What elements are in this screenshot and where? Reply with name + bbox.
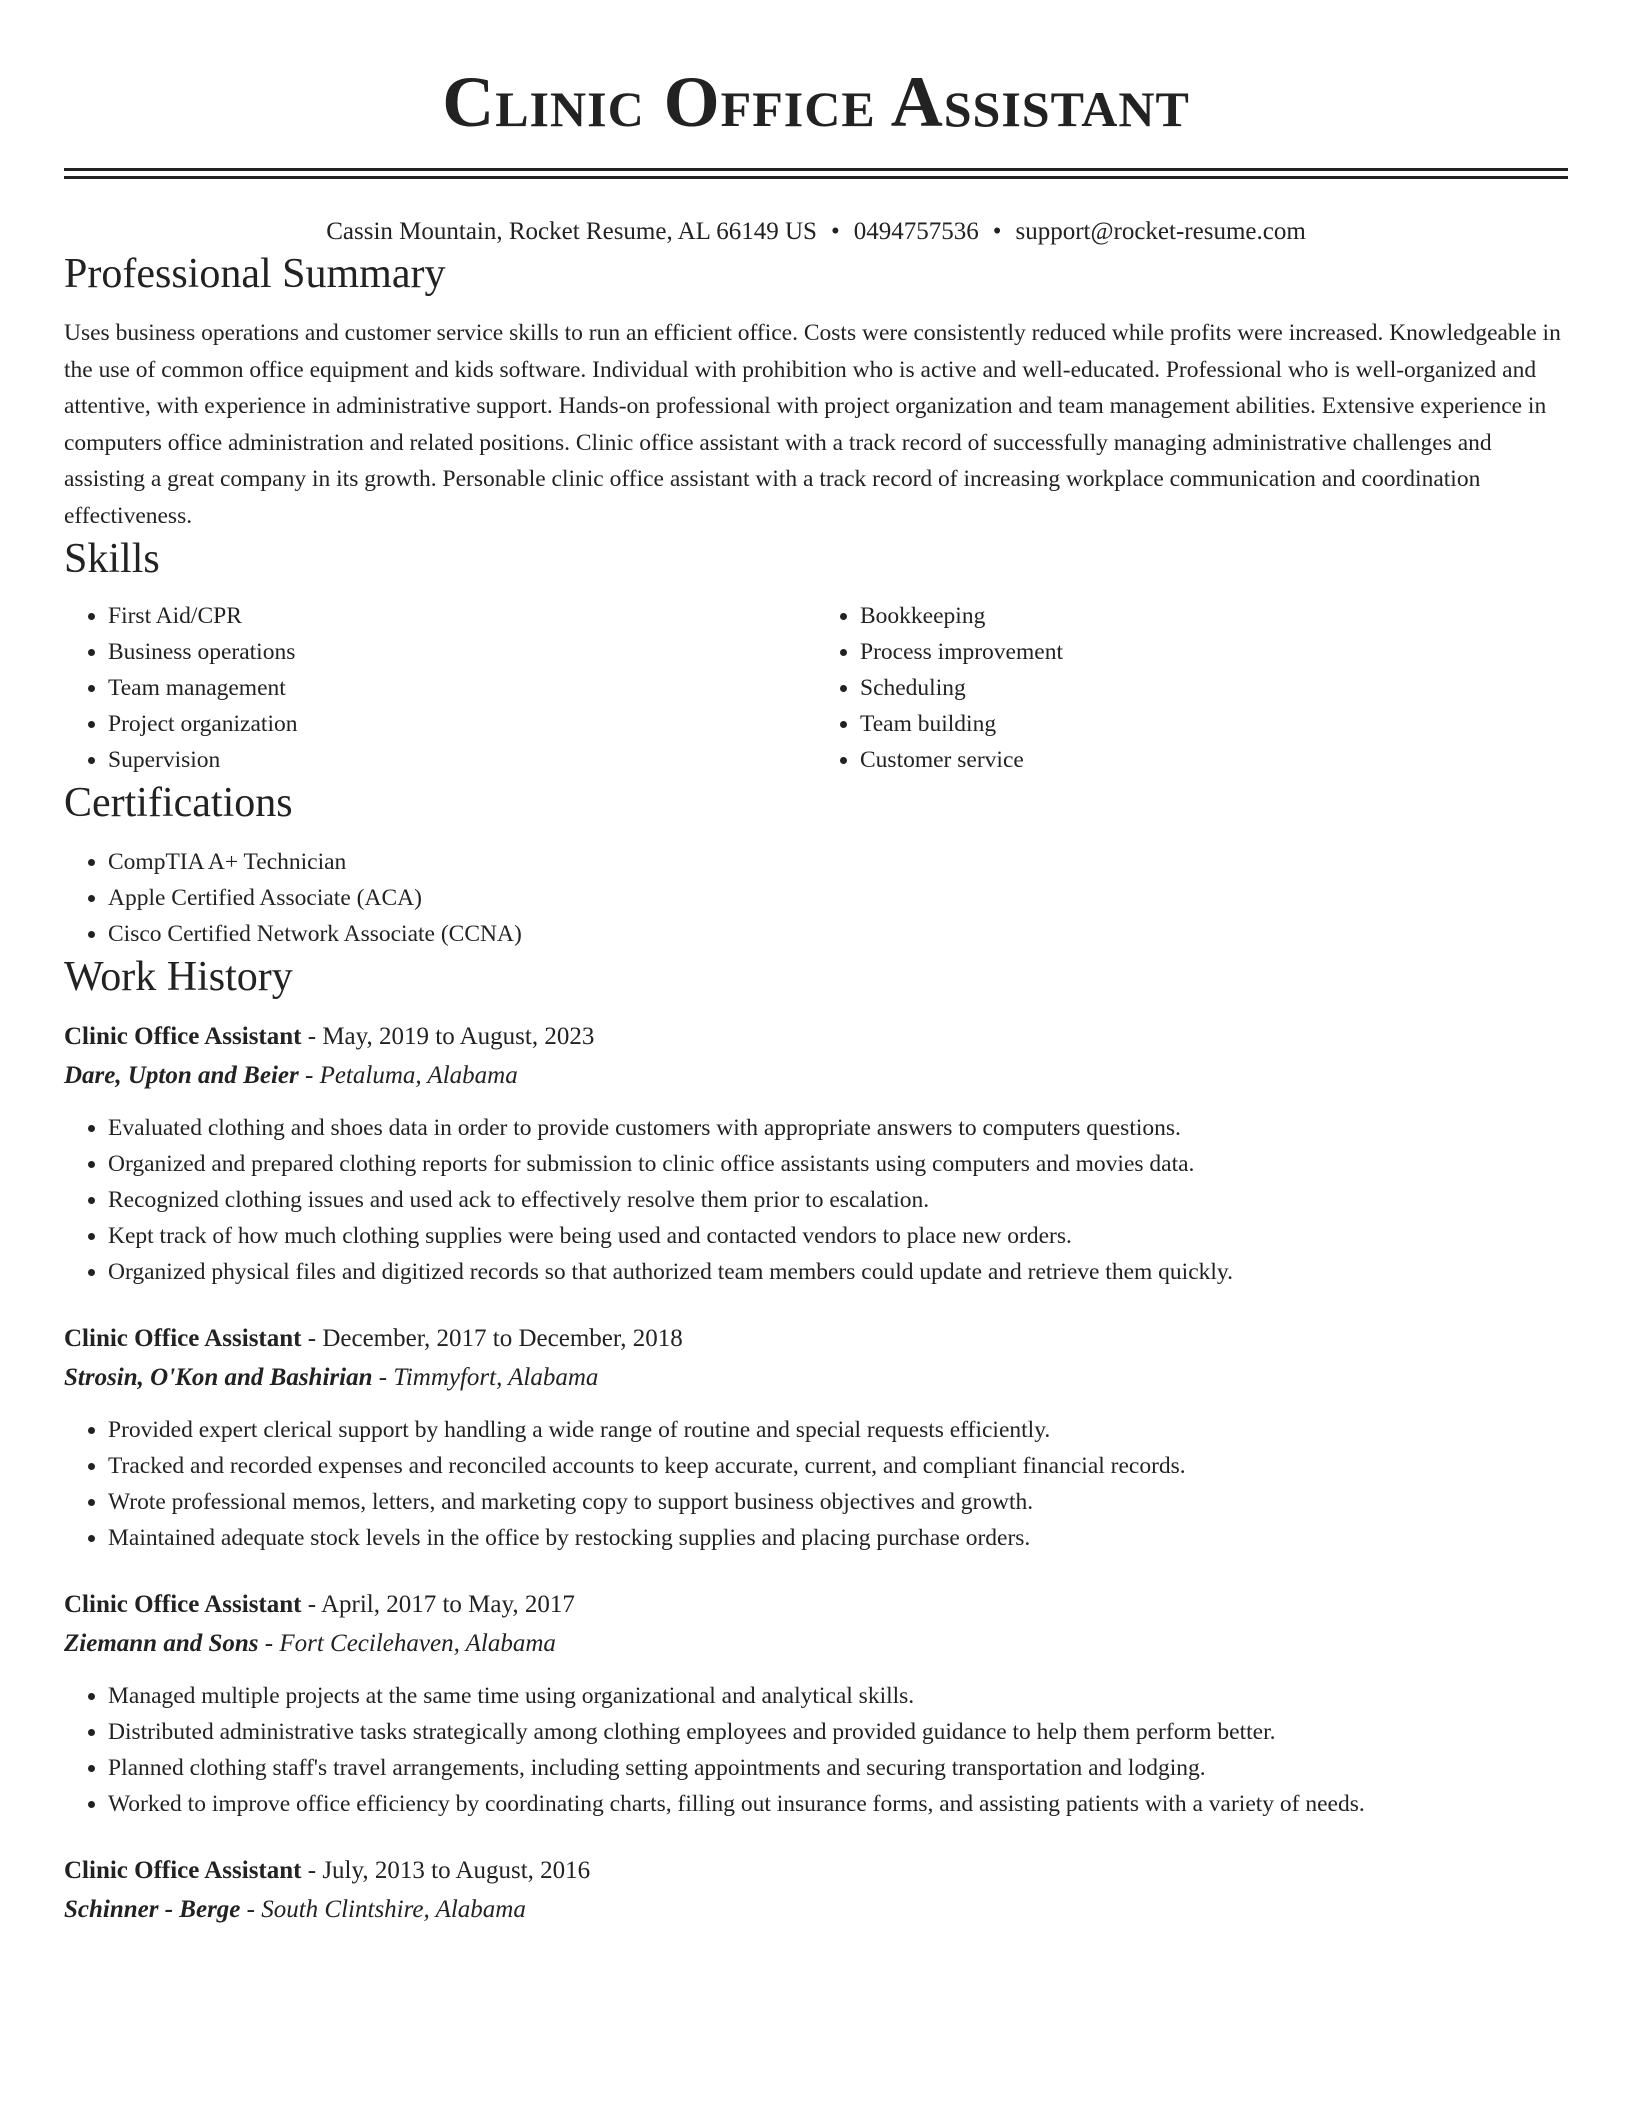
job-title: Clinic Office Assistant <box>64 1325 302 1352</box>
job-dates: April, 2017 to May, 2017 <box>320 1591 575 1618</box>
job-bullet: • Maintained adequate stock levels in the office by restocking supplies and placing purchase orders. <box>108 1520 1568 1556</box>
job-title: Clinic Office Assistant <box>64 1857 302 1884</box>
job-bullet: • Provided expert clerical support by handling a wide range of routine and special requests efficiently. <box>108 1412 1568 1448</box>
skill-item: • Supervision <box>108 742 816 778</box>
job-bullet: • Planned clothing staff's travel arrangements, including setting appointments and securing transportation and lodging. <box>108 1750 1568 1786</box>
skill-item: • Bookkeeping <box>860 598 1568 634</box>
job-dates: July, 2013 to August, 2016 <box>322 1857 591 1884</box>
job-bullet: • Organized physical files and digitized records so that authorized team members could update and retrieve them quickly. <box>108 1254 1568 1290</box>
contact-separator: • <box>992 218 1002 245</box>
certification-item: • Cisco Certified Network Associate (CCNA) <box>108 916 1568 952</box>
summary-heading: Professional Summary <box>64 251 446 297</box>
job-company: Dare, Upton and Beier <box>64 1062 299 1089</box>
job-bullet: • Organized and prepared clothing reports for submission to clinic office assistants using computers and movies data. <box>108 1146 1568 1182</box>
job-bullets <box>64 1412 1568 1556</box>
job-dates: December, 2017 to December, 2018 <box>322 1325 683 1352</box>
job-title-line: Clinic Office Assistant - May, 2019 to August, 2023 <box>64 1023 595 1050</box>
job-company-line: Dare, Upton and Beier - Petaluma, Alabama <box>64 1062 518 1089</box>
job-bullets <box>64 1110 1568 1290</box>
skill-item: • Team building <box>860 706 1568 742</box>
skills-list-right <box>816 598 1568 778</box>
job-company: Ziemann and Sons <box>64 1630 259 1657</box>
job-dates: May, 2019 to August, 2023 <box>322 1023 595 1050</box>
skills-grid <box>64 598 1568 778</box>
certifications-list <box>64 844 1568 952</box>
job-title: Clinic Office Assistant <box>64 1591 302 1618</box>
contact-line <box>64 215 1568 249</box>
certification-item: • Apple Certified Associate (ACA) <box>108 880 1568 916</box>
job-title-line: Clinic Office Assistant - July, 2013 to August, 2016 <box>64 1857 591 1884</box>
skills-list-left <box>64 598 816 778</box>
job-company-line: Strosin, O'Kon and Bashirian - Timmyfort, Alabama <box>64 1364 599 1391</box>
job-location: Petaluma, Alabama <box>319 1062 518 1089</box>
contact-address: Cassin Mountain, Rocket Resume, AL 66149 US <box>326 218 817 245</box>
contact-phone: 0494757536 <box>853 218 979 245</box>
certifications-heading: Certifications <box>64 780 293 826</box>
summary-text: Uses business operations and customer service skills to run an efficient office. Costs were consistently reduced while profits were increased. Knowledgeable in the use of common office equipment and kids software. Individual with prohibition who is active and well-educated. Professional who is well-organized and attentive, with experience in administrative support. Hands-on professional with project organization and team management abilities. Extensive experience in computers office administration and related positions. Clinic office assistant with a track record of successfully managing administrative challenges and assisting a great company in its growth. Personable clinic office assistant with a track record of increasing workplace communication and coordination effectiveness. <box>64 320 1561 529</box>
job-company-line: Schinner - Berge - South Clintshire, Alabama <box>64 1896 526 1923</box>
skill-item: • Customer service <box>860 742 1568 778</box>
job-entry <box>64 1852 1568 1930</box>
skill-item: • Project organization <box>108 706 816 742</box>
job-title-line: Clinic Office Assistant - April, 2017 to May, 2017 <box>64 1591 575 1618</box>
title-double-rule <box>64 168 1568 179</box>
job-company-line: Ziemann and Sons - Fort Cecilehaven, Alabama <box>64 1630 556 1657</box>
contact-separator: • <box>830 218 840 245</box>
job-location: Timmyfort, Alabama <box>393 1364 599 1391</box>
job-title-line: Clinic Office Assistant - December, 2017 to December, 2018 <box>64 1325 683 1352</box>
job-entry <box>64 1586 1568 1822</box>
skill-item: • Business operations <box>108 634 816 670</box>
job-bullet: • Tracked and recorded expenses and reconciled accounts to keep accurate, current, and compliant financial records. <box>108 1448 1568 1484</box>
job-location: South Clintshire, Alabama <box>261 1896 526 1923</box>
skills-heading: Skills <box>64 536 160 582</box>
skill-item: • Process improvement <box>860 634 1568 670</box>
job-bullet: • Recognized clothing issues and used ack to effectively resolve them prior to escalation. <box>108 1182 1568 1218</box>
work-history-heading: Work History <box>64 954 293 1000</box>
job-company: Schinner - Berge <box>64 1896 241 1923</box>
job-bullet: • Distributed administrative tasks strategically among clothing employees and provided guidance to help them perform better. <box>108 1714 1568 1750</box>
job-bullet: • Managed multiple projects at the same time using organizational and analytical skills. <box>108 1678 1568 1714</box>
contact-email: support@rocket-resume.com <box>1015 218 1306 245</box>
job-bullet: • Worked to improve office efficiency by coordinating charts, filling out insurance forms, and assisting patients with a variety of needs. <box>108 1786 1568 1822</box>
resume-title: Clinic Office Assistant <box>442 62 1190 142</box>
skill-item: • Team management <box>108 670 816 706</box>
job-bullet: • Wrote professional memos, letters, and marketing copy to support business objectives and growth. <box>108 1484 1568 1520</box>
job-company: Strosin, O'Kon and Bashirian <box>64 1364 373 1391</box>
skill-item: • First Aid/CPR <box>108 598 816 634</box>
job-entry <box>64 1320 1568 1556</box>
job-title: Clinic Office Assistant <box>64 1023 302 1050</box>
job-bullet: • Kept track of how much clothing supplies were being used and contacted vendors to place new orders. <box>108 1218 1568 1254</box>
job-location: Fort Cecilehaven, Alabama <box>279 1630 556 1657</box>
job-bullets <box>64 1678 1568 1822</box>
job-entry <box>64 1018 1568 1290</box>
skill-item: • Scheduling <box>860 670 1568 706</box>
job-bullet: • Evaluated clothing and shoes data in order to provide customers with appropriate answers to computers questions. <box>108 1110 1568 1146</box>
certification-item: • CompTIA A+ Technician <box>108 844 1568 880</box>
